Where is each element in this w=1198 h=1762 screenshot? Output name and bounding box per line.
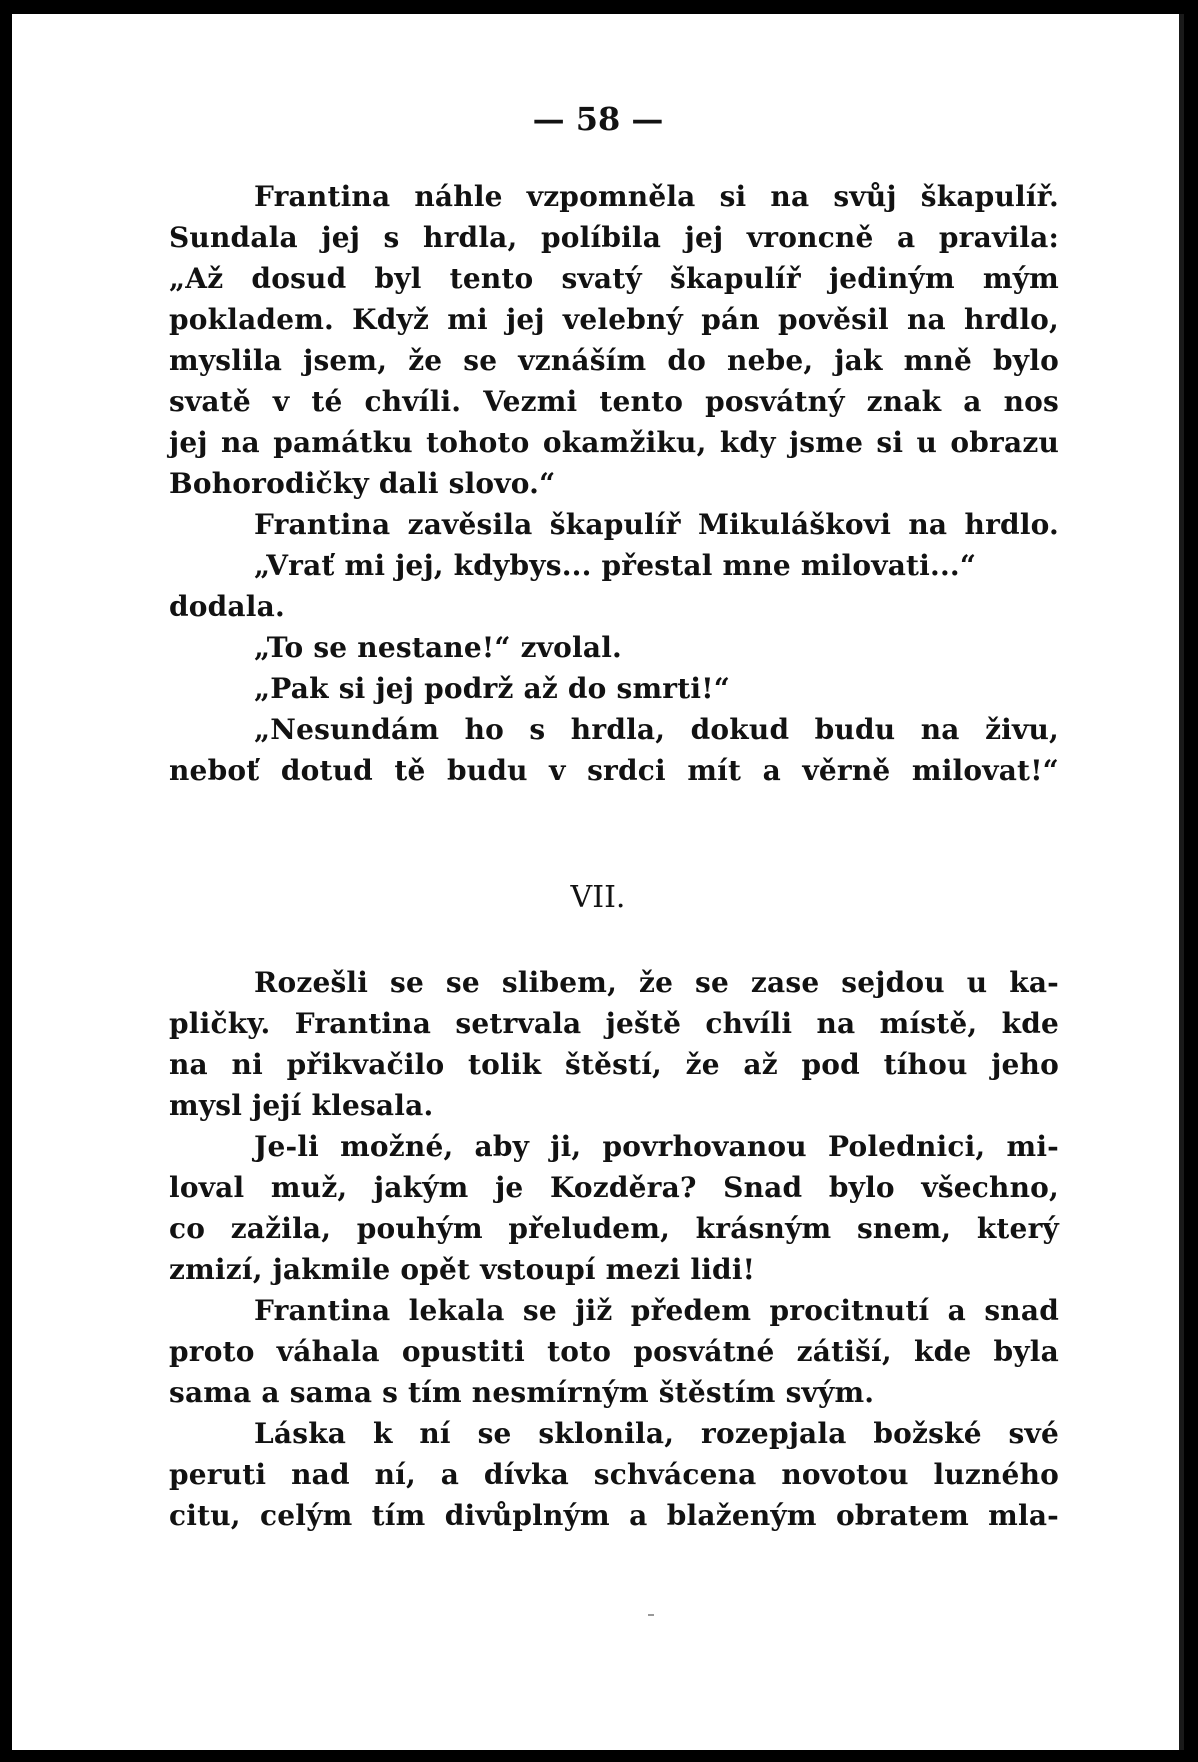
text-section-1	[169, 176, 1059, 791]
text-line: proto váhala opustiti toto posvátné zátiší, kde byla	[169, 1335, 1059, 1368]
text-line: Rozešli se se slibem, že se zase sejdou u ka-	[254, 966, 1059, 999]
text-line: Frantina náhle vzpomněla si na svůj škapulíř.	[254, 180, 1059, 213]
text-line: Frantina zavěsila škapulíř Mikuláškovi na hrdlo.	[254, 508, 1059, 541]
text-line: peruti nad ní, a dívka schvácena novotou luzného	[169, 1458, 1059, 1491]
text-line: „Pak si jej podrž až do smrti!“	[254, 672, 731, 705]
paper-speck	[648, 1614, 654, 1616]
text-line: svatě v té chvíli. Vezmi tento posvátný znak a nos	[169, 385, 1059, 418]
text-line: mysl její klesala.	[169, 1089, 434, 1122]
text-line: myslila jsem, že se vznáším do nebe, jak mně bylo	[169, 344, 1059, 377]
text-line: pličky. Frantina setrvala ještě chvíli na místě, kde	[169, 1007, 1059, 1040]
text-line: sama a sama s tím nesmírným štěstím svým.	[169, 1376, 875, 1409]
text-line: „Vrať mi jej, kdybys... přestal mne milovati...“	[254, 549, 977, 582]
book-page	[12, 14, 1184, 1750]
page-edge-shadow	[1179, 14, 1184, 1750]
text-line: dodala.	[169, 590, 285, 623]
text-section-2	[169, 962, 1059, 1536]
text-line: neboť dotud tě budu v srdci mít a věrně milovat!“	[169, 754, 1059, 787]
text-line: loval muž, jakým je Kozděra? Snad bylo všechno,	[169, 1171, 1059, 1204]
text-line: Láska k ní se sklonila, rozepjala božské své	[254, 1417, 1059, 1450]
page-number: — 58 —	[532, 100, 664, 138]
text-line: zmizí, jakmile opět vstoupí mezi lidi!	[169, 1253, 756, 1286]
text-line: jej na památku tohoto okamžiku, kdy jsme si u obrazu	[169, 426, 1059, 459]
text-line: Je-li možné, aby ji, povrhovanou Polednici, mi-	[254, 1130, 1059, 1163]
text-line: Frantina lekala se již předem procitnutí a snad	[254, 1294, 1059, 1327]
text-line: citu, celým tím divůplným a blaženým obratem mla-	[169, 1499, 1059, 1532]
chapter-heading: VII.	[570, 880, 626, 915]
text-line: „Až dosud byl tento svatý škapulíř jediným mým	[169, 262, 1059, 295]
text-line: Sundala jej s hrdla, políbila jej vroncně a pravila:	[169, 221, 1059, 254]
text-line: co zažila, pouhým přeludem, krásným snem, který	[169, 1212, 1059, 1245]
text-line: pokladem. Když mi jej velebný pán pověsil na hrdlo,	[169, 303, 1059, 336]
text-line: „Nesundám ho s hrdla, dokud budu na živu,	[254, 713, 1059, 746]
text-line: Bohorodičky dali slovo.“	[169, 467, 556, 500]
text-line: na ni přikvačilo tolik štěstí, že až pod tíhou jeho	[169, 1048, 1059, 1081]
text-line: „To se nestane!“ zvolal.	[254, 631, 623, 664]
